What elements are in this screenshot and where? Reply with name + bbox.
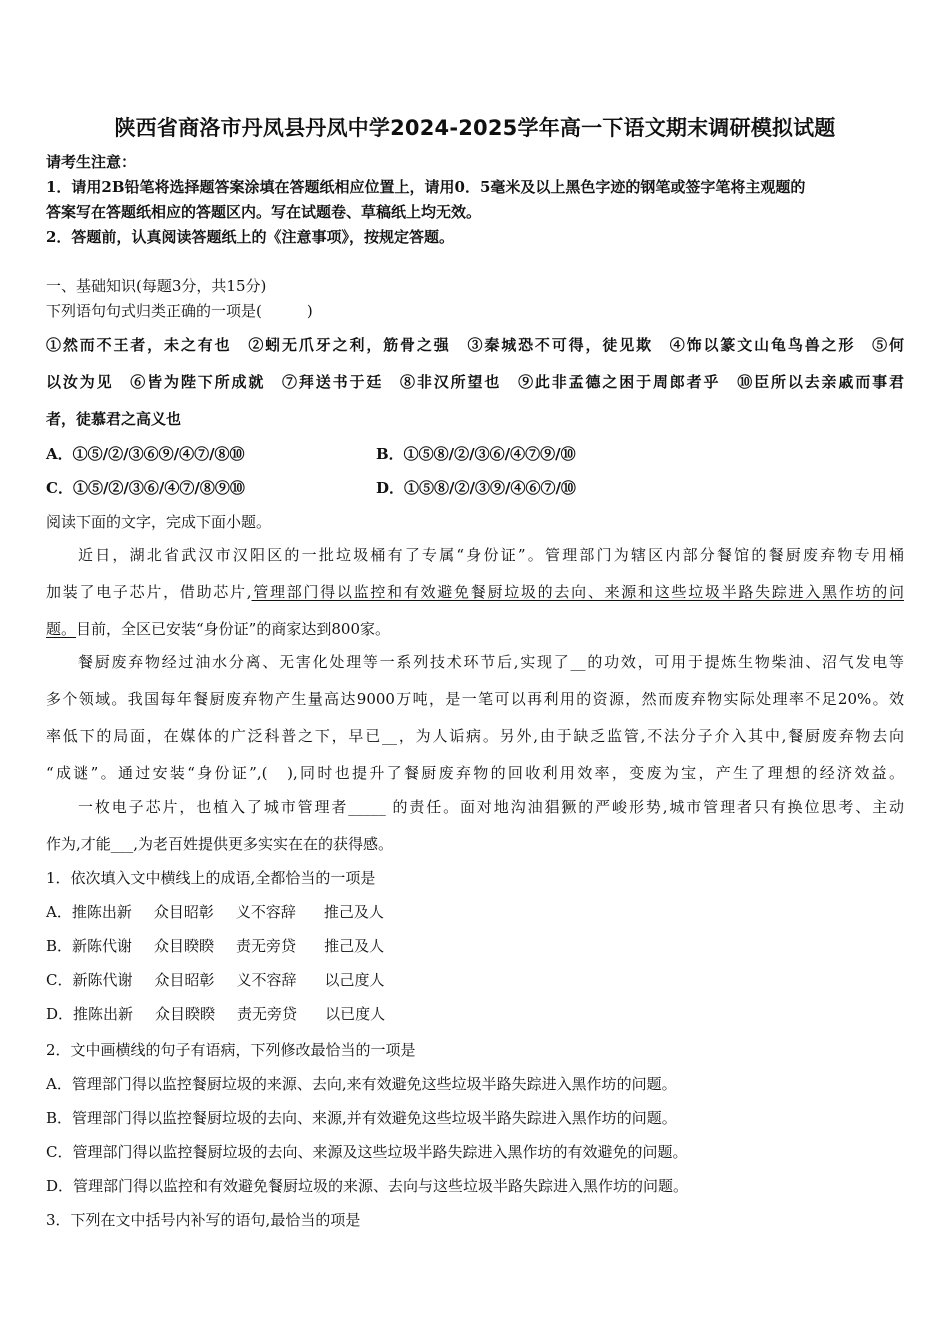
- question-1-stem: 1．依次填入文中横线上的成语,全都恰当的一项是: [46, 869, 376, 887]
- passage-p3-line-1: 一枚电子芯片，也植入了城市管理者_____ 的责任。面对地沟油猖獗的严峻形势,城市管理者只有换位思考、主动: [78, 798, 904, 816]
- section-1-question: 下列语句句式归类正确的一项是( ): [46, 302, 313, 320]
- option-a: A．①⑤/②/③⑥⑨/④⑦/⑧⑩: [46, 445, 245, 463]
- q1-d-idiom-1: D．推陈出新: [46, 1005, 134, 1023]
- q1-a-idiom-2: 众目昭彰: [153, 903, 214, 921]
- q1-d-idiom-2: 众目睽睽: [155, 1005, 216, 1023]
- notice-item-1-line-1: 1．请用2B铅笔将选择题答案涂填在答题纸相应位置上，请用0．5毫米及以上黑色字迹的钢笔或签字笔将主观题的: [46, 178, 806, 196]
- underlined-sentence-part-1: 管理部门得以监控和有效避免餐厨垃圾的去向、来源和这些垃圾半路失踪进入黑作坊的问: [251, 583, 904, 601]
- passage-p1-line-3-end: 目前，全区已安装“身份证”的商家达到800家。: [76, 620, 390, 638]
- q1-a-idiom-4: 推己及人: [323, 903, 384, 921]
- reading-intro: 阅读下面的文字，完成下面小题。: [46, 513, 272, 531]
- question-1-option-a: [46, 902, 384, 922]
- underlined-sentence-part-2: 题。: [46, 620, 77, 638]
- q1-b-idiom-4: 推己及人: [324, 937, 385, 955]
- passage-p2-line-4: “成谜”。通过安装“身份证”,( ),同时也提升了餐厨废弃物的回收利用效率，变废为宝，产生了理想的经济效益。: [46, 764, 904, 782]
- option-b: B．①⑤⑧/②/③⑥/④⑦⑨/⑩: [376, 445, 576, 463]
- passage-p1-line-3: [46, 619, 390, 639]
- passage-p2-line-1: 餐厨废弃物经过油水分离、无害化处理等一系列技术环节后,实现了__的功效，可用于提炼生物柴油、沼气发电等: [78, 653, 904, 671]
- passage-p1-line-2: [46, 582, 904, 602]
- question-2-stem: 2．文中画横线的句子有语病，下列修改最恰当的一项是: [46, 1041, 416, 1059]
- q1-d-idiom-4: 以已度人: [325, 1005, 386, 1023]
- question-1-option-d: [46, 1004, 385, 1024]
- q1-d-idiom-3: 责无旁贷: [237, 1005, 298, 1023]
- passage-p2-line-3: 率低下的局面，在媒体的广泛科普之下，早已__，为人诟病。另外,由于缺乏监管,不法分子介入其中,餐厨废弃物去向: [46, 727, 904, 745]
- page-title: 陕西省商洛市丹凤县丹凤中学2024-2025学年高一下语文期末调研模拟试题: [114, 116, 836, 140]
- q1-b-idiom-2: 众目睽睽: [154, 937, 215, 955]
- option-d: D．①⑤⑧/②/③⑨/④⑥⑦/⑩: [376, 479, 576, 497]
- sentence-list-line-1: ①然而不王者，未之有也 ②蚓无爪牙之利，筋骨之强 ③秦城恐不可得，徒见欺 ④饰以篆文山龟鸟兽之形 ⑤何: [46, 336, 904, 354]
- passage-p3-line-2: 作为,才能___,为老百姓提供更多实实在在的获得感。: [46, 835, 394, 853]
- q1-a-idiom-1: A．推陈出新: [46, 903, 132, 921]
- q1-c-idiom-1: C．新陈代谢: [46, 971, 133, 989]
- question-1-option-c: [46, 970, 385, 990]
- sentence-list-line-2: 以汝为见 ⑥皆为陛下所成就 ⑦拜送书于廷 ⑧非汉所望也 ⑨此非孟德之困于周郎者乎 ⑩臣所以去亲戚而事君: [46, 373, 904, 391]
- q1-b-idiom-1: B．新陈代谢: [46, 937, 133, 955]
- sentence-list-line-3: 者，徒慕君之高义也: [46, 410, 182, 428]
- passage-p1-line-1: 近日，湖北省武汉市汉阳区的一批垃圾桶有了专属“身份证”。管理部门为辖区内部分餐馆的餐厨废弃物专用桶: [78, 546, 904, 564]
- notice-heading: 请考生注意：: [46, 153, 137, 171]
- option-c: C．①⑤/②/③⑥/④⑦/⑧⑨⑩: [46, 479, 245, 497]
- notice-item-2: 2．答题前，认真阅读答题纸上的《注意事项》，按规定答题。: [46, 228, 454, 246]
- q1-c-idiom-2: 众目昭彰: [154, 971, 215, 989]
- q1-b-idiom-3: 责无旁贷: [236, 937, 297, 955]
- question-2-option-c: C．管理部门得以监控餐厨垃圾的去向、来源及这些垃圾半路失踪进入黑作坊的有效避免的问题。: [46, 1143, 688, 1161]
- q1-c-idiom-3: 义不容辞: [236, 971, 297, 989]
- question-3-stem: 3．下列在文中括号内补写的语句,最恰当的项是: [46, 1211, 361, 1229]
- question-2-option-b: B．管理部门得以监控餐厨垃圾的去向、来源,并有效避免这些垃圾半路失踪进入黑作坊的问题。: [46, 1109, 677, 1127]
- question-2-option-a: A．管理部门得以监控餐厨垃圾的来源、去向,来有效避免这些垃圾半路失踪进入黑作坊的问题。: [46, 1075, 677, 1093]
- question-1-option-b: [46, 936, 384, 956]
- section-1-heading: 一、基础知识(每题3分，共15分): [46, 277, 267, 295]
- notice-item-1-line-2: 答案写在答题纸相应的答题区内。写在试题卷、草稿纸上均无效。: [46, 203, 482, 221]
- passage-p1-line-2-start: 加装了电子芯片，借助芯片,: [46, 583, 252, 601]
- q1-c-idiom-4: 以己度人: [324, 971, 385, 989]
- question-2-option-d: D．管理部门得以监控和有效避免餐厨垃圾的来源、去向与这些垃圾半路失踪进入黑作坊的问题。: [46, 1177, 689, 1195]
- q1-a-idiom-3: 义不容辞: [235, 903, 296, 921]
- passage-p2-line-2: 多个领域。我国每年餐厨废弃物产生量高达9000万吨，是一笔可以再利用的资源，然而废弃物实际处理率不足20%。效: [46, 690, 904, 708]
